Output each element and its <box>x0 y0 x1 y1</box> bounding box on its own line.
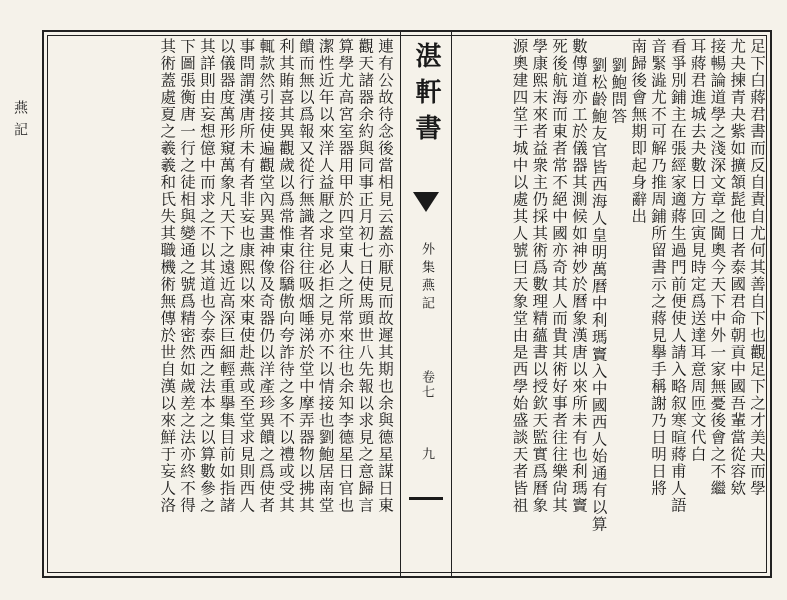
text-column: 學康熙末來者益衆主仍採其術爲數理精蘊書以授欽天監實爲曆象 <box>530 38 549 514</box>
text-column: 足下白蔣君書而反自責自尤何其善自下也觀足下之才美夬而學 <box>748 38 766 497</box>
left-text-block <box>54 38 394 570</box>
text-column: 算學尤高宮室器用甲於四堂東人之所常來往也余知李德星日官也 <box>336 38 355 514</box>
text-column: 接暢論道學之淺深文章之閫奧今天下中外一家無憂後會之不繼 <box>708 38 727 497</box>
text-column: 劉松齡鮑友官皆西海人皇明萬曆中利瑪竇入中國西人始通有以算 <box>589 57 608 533</box>
text-column: 事問謂漢唐所未有者非妄也康熙以來東使赴燕或至堂求見則西人 <box>237 38 256 514</box>
center-gutter <box>400 32 452 576</box>
text-column: 饋而無以爲報又從行無識者往往吸烟唾涕於堂中摩弄器物以拂其 <box>296 38 315 514</box>
margin-label: 燕記 <box>12 100 28 144</box>
text-column: 看爭別鋪主在張經家適蔣生過門前便使人請入略叙寒暄蔣甫人語 <box>668 38 687 514</box>
section-subtitle: 外集燕記 <box>419 242 434 314</box>
section-heading: 劉鮑問答 <box>609 57 628 125</box>
gutter-rule <box>409 497 443 500</box>
text-column: 尤夬揀青夬紫如擴頷髭他日者泰國君命朝貢中國吾輩當從容欸 <box>728 38 747 497</box>
text-column: 潔性近年以來洋人益厭之求見必拒之見亦不以情接也劉鮑居南堂 <box>316 38 335 514</box>
text-column: 利其賄喜其異觀歲以爲常惟東俗驕傲向夸詐待之多不以禮或受其 <box>277 38 296 514</box>
text-frame <box>42 30 772 578</box>
text-column: 數傳道亦工於儀器其測候如神妙於曆象漢唐以來所未有也利瑪竇 <box>569 38 588 514</box>
text-column: 音緊澁尤不可解乃推周鋪所留書示之蔣見擧手稱謝乃日明日將 <box>649 38 668 497</box>
book-title: 湛軒書 <box>411 42 441 150</box>
text-column: 下圖張衡唐一行之徒相與變通之號爲精密然如歲差之法亦終不得 <box>178 38 197 514</box>
text-column: 源奧建四堂于城中以處其人號曰天象堂由是西學始盛談天者皆祖 <box>510 38 529 514</box>
fishtail-mark-icon <box>413 192 439 212</box>
page-number: 九 <box>419 447 434 460</box>
text-column: 南歸後會無期即起身辭出 <box>629 38 648 225</box>
right-text-block <box>456 38 766 570</box>
text-column: 耳蔣君進城去夬數日方回寅見時定爲送達耳意周匝文代白 <box>688 38 707 463</box>
text-column: 連有公故待念後當相見云蓋亦厭見而故遲其期也余與德星謀日東 <box>376 38 394 514</box>
volume-label: 卷七 <box>419 370 434 400</box>
text-column: 其詳則由妄想億中而求之不以其道也今泰西之法本之以算數參之 <box>197 38 216 514</box>
text-column: 輒款然引接使遍觀堂內異畫神像及奇器仍以洋產珍異饋之爲使者 <box>257 38 276 514</box>
text-column: 其術蓋處夏之羲羲和氏失其職機術無傳於世自漢以來鮮于妄人洛 <box>158 38 177 514</box>
text-column: 以儀器度萬形窺萬象凡天下之遠近高深巨細輕重擧集目前如指諸 <box>217 38 236 514</box>
text-column: 觀天諸器余約與同事正月初七日使馬頭世八先報以求見之意歸言 <box>356 38 375 514</box>
text-column: 死後航海而東者常不絕中國亦奇其人而貴其術好事者往往樂尙其 <box>550 38 569 514</box>
